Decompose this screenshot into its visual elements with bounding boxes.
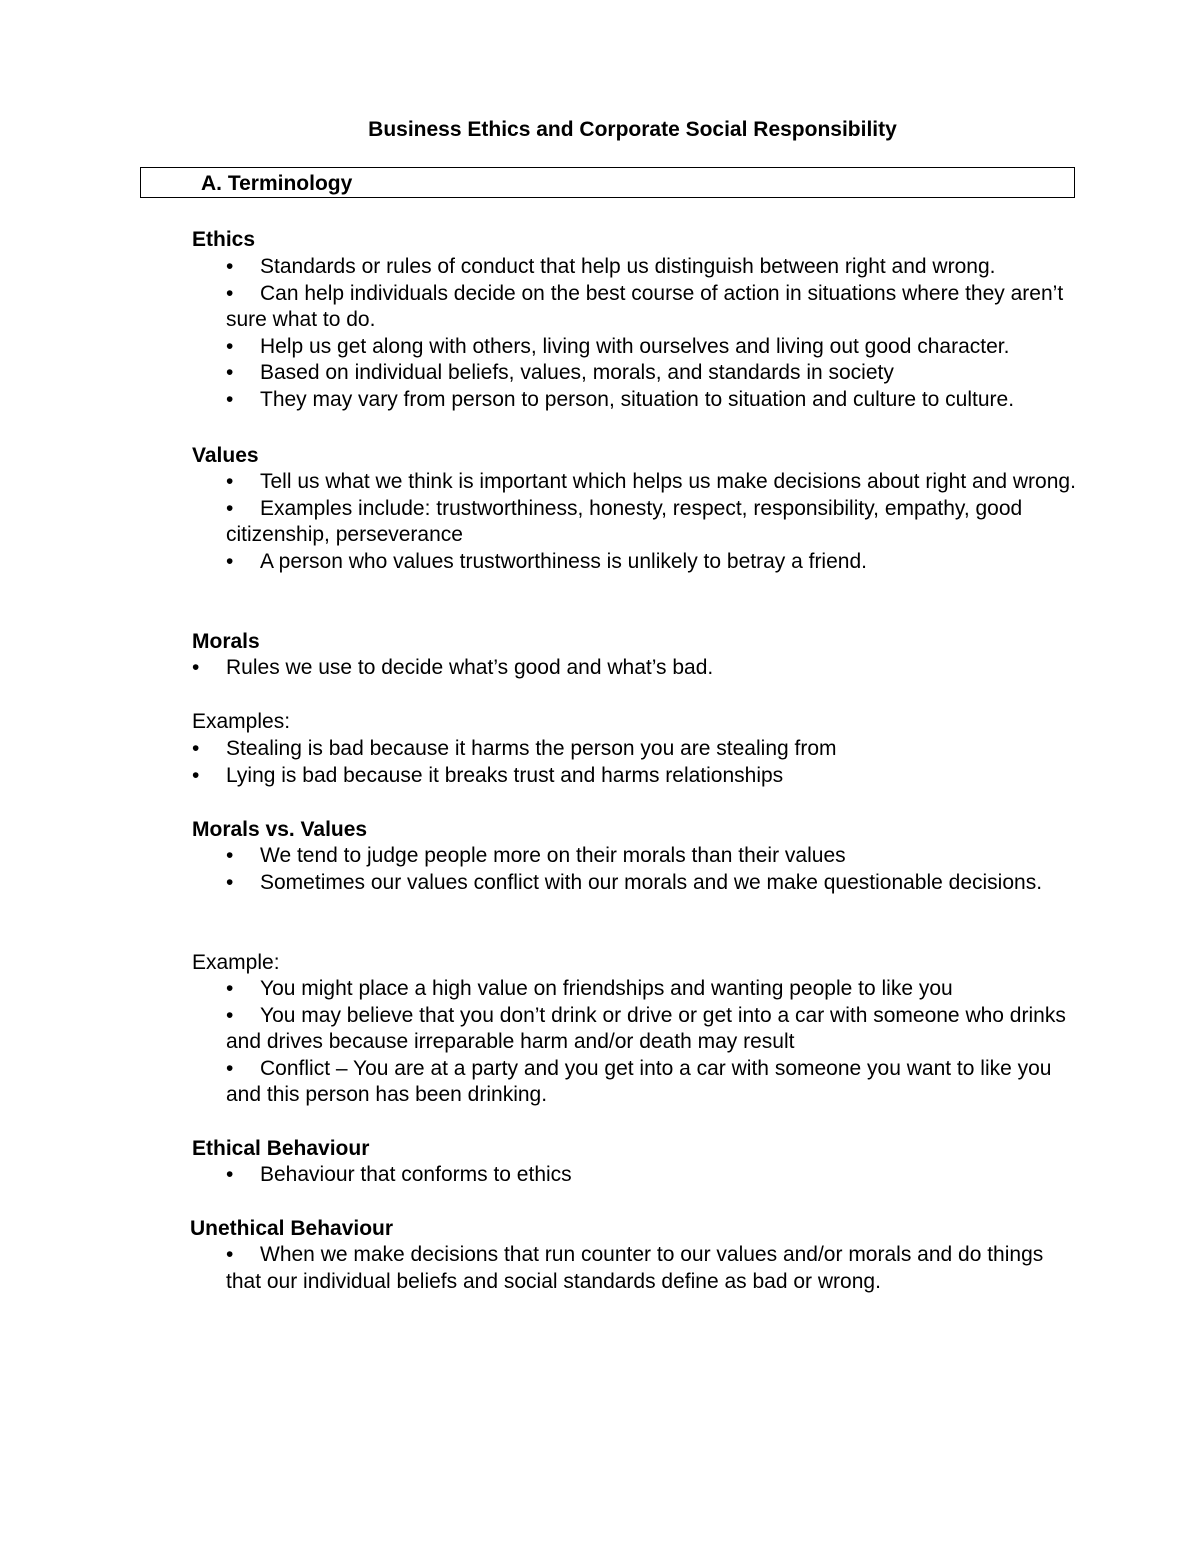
list-item: • Behaviour that conforms to ethics <box>226 1162 1076 1189</box>
list-item: • Lying is bad because it breaks trust and harms relationships <box>192 763 1042 790</box>
morals-vs-values-heading: Morals vs. Values <box>192 818 368 841</box>
morals-list <box>192 655 1042 682</box>
list-item: • Conflict – You are at a party and you get into a car with someone you want to like you and this person has been drinking. <box>226 1056 1076 1109</box>
morals-vs-values-list <box>226 843 1076 896</box>
list-item: • Stealing is bad because it harms the person you are stealing from <box>192 736 1042 763</box>
document-title: Business Ethics and Corporate Social Responsibility <box>368 118 897 141</box>
list-item: • We tend to judge people more on their morals than their values <box>226 843 1076 870</box>
ethical-behaviour-list <box>226 1162 1076 1189</box>
list-item: • You may believe that you don’t drink or drive or get into a car with someone who drinks and drives because irreparable harm and/or death may result <box>226 1003 1076 1056</box>
morals-heading: Morals <box>192 630 260 653</box>
morals-examples-list <box>192 736 1042 789</box>
list-item: • They may vary from person to person, situation to situation and culture to culture. <box>226 387 1076 414</box>
list-item: • Sometimes our values conflict with our morals and we make questionable decisions. <box>226 870 1076 897</box>
list-item: • A person who values trustworthiness is unlikely to betray a friend. <box>226 549 1076 576</box>
ethics-heading: Ethics <box>192 228 256 251</box>
morals-vs-values-example-label: Example: <box>192 951 280 974</box>
list-item: • Based on individual beliefs, values, morals, and standards in society <box>226 360 1076 387</box>
list-item: • You might place a high value on friendships and wanting people to like you <box>226 976 1076 1003</box>
morals-vs-values-examples-list <box>226 976 1076 1109</box>
values-heading: Values <box>192 444 259 467</box>
section-heading: A. Terminology <box>201 172 353 195</box>
ethical-behaviour-heading: Ethical Behaviour <box>192 1137 370 1160</box>
values-list <box>226 469 1076 575</box>
unethical-behaviour-list <box>226 1242 1076 1295</box>
section-box <box>140 167 1075 198</box>
morals-examples-label: Examples: <box>192 710 291 733</box>
list-item: • When we make decisions that run counter to our values and/or morals and do things that our individual beliefs and social standards define as bad or wrong. <box>226 1242 1076 1295</box>
list-item: • Examples include: trustworthiness, honesty, respect, responsibility, empathy, good citizenship, perseverance <box>226 496 1076 549</box>
list-item: • Tell us what we think is important which helps us make decisions about right and wrong. <box>226 469 1076 496</box>
ethics-list <box>226 254 1076 413</box>
list-item: • Help us get along with others, living with ourselves and living out good character. <box>226 334 1076 361</box>
list-item: • Can help individuals decide on the best course of action in situations where they aren’t sure what to do. <box>226 281 1076 334</box>
list-item: • Standards or rules of conduct that help us distinguish between right and wrong. <box>226 254 1076 281</box>
unethical-behaviour-heading: Unethical Behaviour <box>190 1217 394 1240</box>
list-item: • Rules we use to decide what’s good and what’s bad. <box>192 655 1042 682</box>
